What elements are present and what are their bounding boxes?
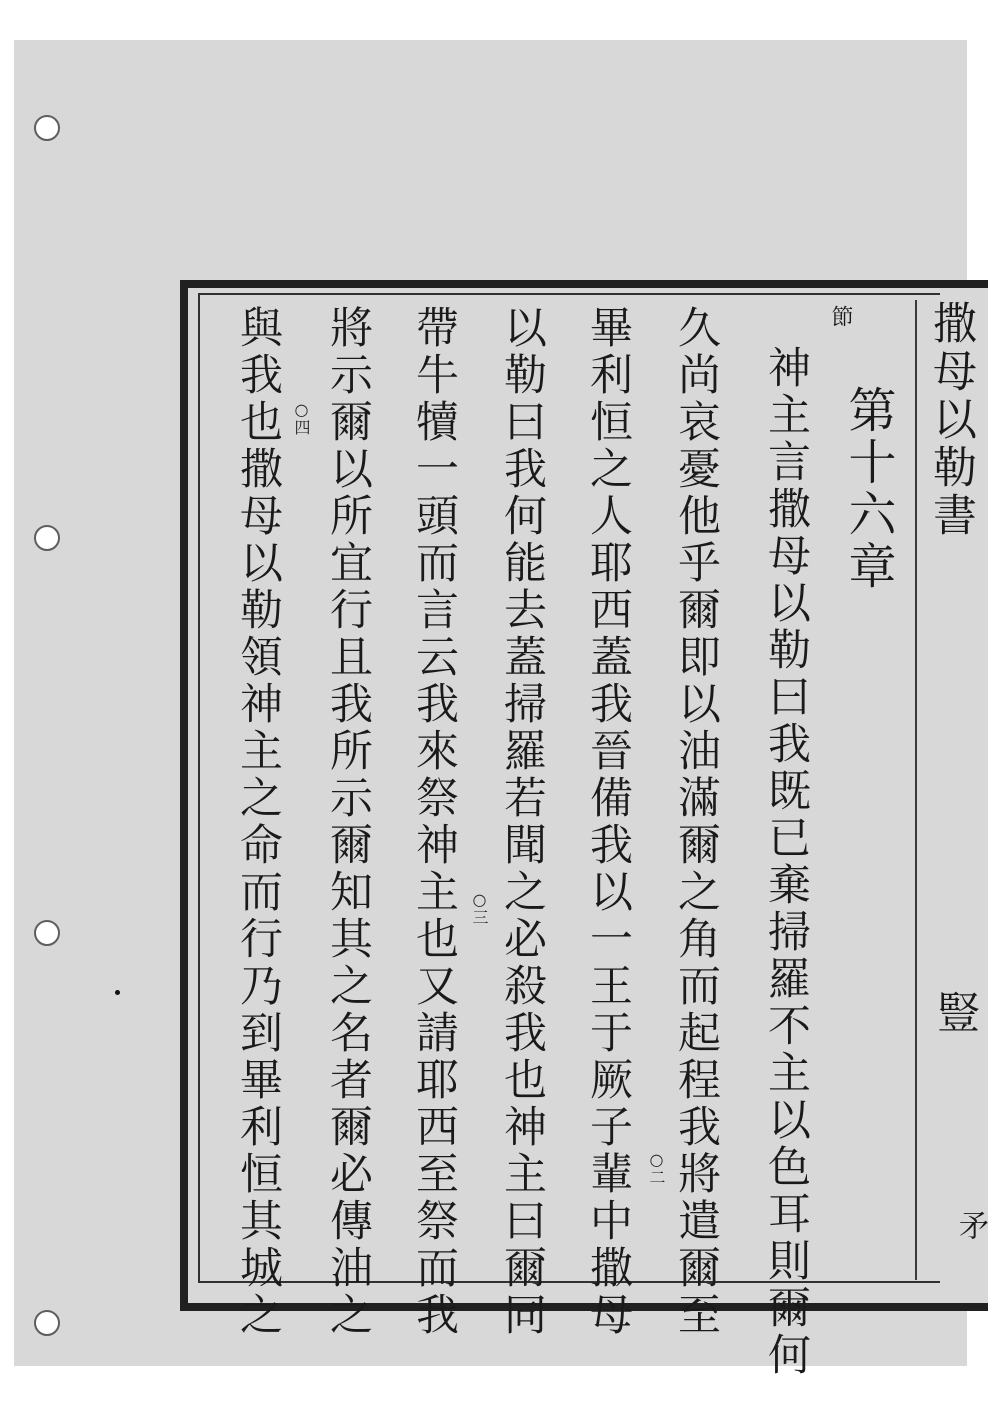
text-column-2: 久尚哀憂他乎爾即以油滿爾之角而起程我將遣爾至 [671,305,721,1339]
verse-marker-4: ○四 [292,400,311,435]
text-column-3: 畢利恒之人耶西蓋我晉備我以一王于厥子輩中撒母 [583,305,633,1339]
text-block-inner-border [198,293,940,1283]
verse-marker-2: ○二 [647,1150,666,1185]
section-mark: 節 [828,305,853,331]
chapter-title: 第十六章 [840,385,896,593]
binder-hole-2 [34,525,60,551]
verse-marker-3: ○三 [470,890,489,925]
ink-speck [115,990,120,995]
binder-hole-4 [34,1310,60,1336]
binder-hole-1 [34,115,60,141]
partial-char: 豎 [930,990,980,1037]
text-column-4: 以勒曰我何能去蓋掃羅若聞之必殺我也神主曰爾同 [497,305,547,1339]
text-column-1: 神主言撒母以勒曰我既已棄掃羅不主以色耳則爾何 [761,345,811,1379]
partial-char-2: 矛 [953,1210,988,1244]
text-column-5: 帶牛犢一頭而言云我來祭神主也又請耶西至祭而我 [409,305,459,1339]
text-column-6: 將示爾以所宜行且我所示爾知其之名者爾必傳油之 [323,305,373,1339]
binder-hole-3 [34,920,60,946]
column-divider [915,300,917,1280]
running-title: 撒母以勒書 [925,300,976,540]
text-column-7: 與我也撒母以勒領神主之命而行乃到畢利恒其城之 [233,305,283,1339]
